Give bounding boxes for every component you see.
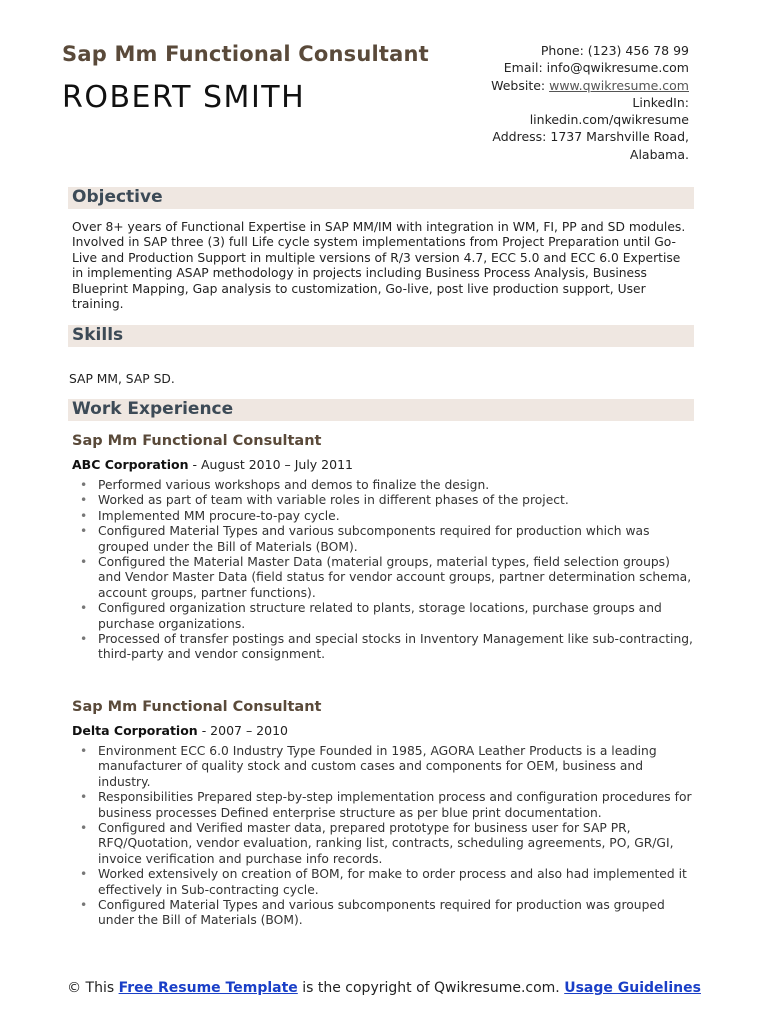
skills-section-header xyxy=(68,325,694,347)
objective-heading: Objective xyxy=(72,187,163,207)
usage-guidelines-link[interactable]: Usage Guidelines xyxy=(564,980,701,996)
website-label: Website: xyxy=(491,77,550,93)
list-item: • Worked extensively on creation of BOM, for make to order process and also had implemented it effectively in Sub-contracting cycle. xyxy=(72,867,694,898)
free-resume-template-link[interactable]: Free Resume Template xyxy=(118,980,298,996)
list-item: • Configured Material Types and various subcomponents required for production which was grouped under the Bill of Materials (BOM). xyxy=(72,524,694,555)
contact-email: Email: info@qwikresume.com xyxy=(503,60,689,76)
candidate-name: ROBERT SMITH xyxy=(62,80,306,115)
job-1-title: Sap Mm Functional Consultant xyxy=(72,433,322,449)
footer-copyright xyxy=(0,980,768,997)
list-item: • Processed of transfer postings and special stocks in Inventory Management like sub-contracting, third-party and vendor consignment. xyxy=(72,632,694,663)
job-2-company: Delta Corporation xyxy=(72,723,198,738)
job-2-dates: - 2007 – 2010 xyxy=(197,723,288,738)
contact-website xyxy=(429,77,689,94)
job-1-dates: - August 2010 – July 2011 xyxy=(188,457,353,472)
list-item: • Implemented MM procure-to-pay cycle. xyxy=(72,509,694,524)
contact-address-line2: Alabama. xyxy=(629,146,689,162)
list-item: • Configured organization structure related to plants, storage locations, purchase groups and purchase organizations. xyxy=(72,601,694,632)
objective-section-header xyxy=(68,187,694,209)
list-item: • Responsibilities Prepared step-by-step implementation process and configuration procedures for business processes Defined enterprise structure as per blue print documentation. xyxy=(72,790,694,821)
contact-linkedin-label: LinkedIn: xyxy=(632,94,689,110)
contact-address-line1: Address: 1737 Marshville Road, xyxy=(492,129,689,145)
list-item: • Environment ECC 6.0 Industry Type Founded in 1985, AGORA Leather Products is a leading manufacturer of quality stock and custom cases and components for OEM, business and industry. xyxy=(72,744,694,790)
job-2-bullets xyxy=(72,744,694,929)
footer-middle: is the copyright of Qwikresume.com. xyxy=(297,980,565,996)
list-item: • Configured the Material Master Data (material groups, material types, field selection groups) and Vendor Master Data (field status for vendor account groups, partner determination schema, account groups, partner functions). xyxy=(72,555,694,601)
contact-phone: Phone: (123) 456 78 99 xyxy=(540,43,689,58)
objective-text: Over 8+ years of Functional Expertise in SAP MM/IM with integration in WM, FI, PP and SD modules. Involved in SAP three (3) full Life cycle system implementations from Project Preparation until Go-Live and Production Support in multiple versions of R/3 version 4.7, ECC 5.0 and ECC 6.0 Expertise in implementing ASAP methodology in projects including Business Process Analysis, Business Blueprint Mapping, Gap analysis to customization, Go-live, post live production support, User training. xyxy=(72,220,686,312)
job-1-company: ABC Corporation xyxy=(72,457,189,472)
resume-job-title: Sap Mm Functional Consultant xyxy=(62,42,429,66)
list-item: • Worked as part of team with variable roles in different phases of the project. xyxy=(72,493,694,508)
contact-info xyxy=(429,42,689,163)
list-item: • Configured and Verified master data, prepared prototype for business user for SAP PR, RFQ/Quotation, vendor evaluation, ranking list, contracts, scheduling agreements, PO, GR/GI, invoice verification and purchase info records. xyxy=(72,821,694,867)
website-link[interactable]: www.qwikresume.com xyxy=(549,77,689,93)
list-item: • Performed various workshops and demos to finalize the design. xyxy=(72,478,694,493)
work-experience-section-header xyxy=(68,399,694,421)
job-1-employer xyxy=(72,457,353,472)
footer-prefix: © This xyxy=(67,980,119,996)
skills-text: SAP MM, SAP SD. xyxy=(69,372,175,386)
work-experience-heading: Work Experience xyxy=(72,399,234,419)
list-item: • Configured Material Types and various subcomponents required for production was grouped under the Bill of Materials (BOM). xyxy=(72,898,694,929)
skills-heading: Skills xyxy=(72,325,124,345)
job-2-employer xyxy=(72,723,288,738)
contact-linkedin-url: linkedin.com/qwikresume xyxy=(529,112,689,128)
job-1-bullets xyxy=(72,478,694,663)
job-2-title: Sap Mm Functional Consultant xyxy=(72,699,322,715)
